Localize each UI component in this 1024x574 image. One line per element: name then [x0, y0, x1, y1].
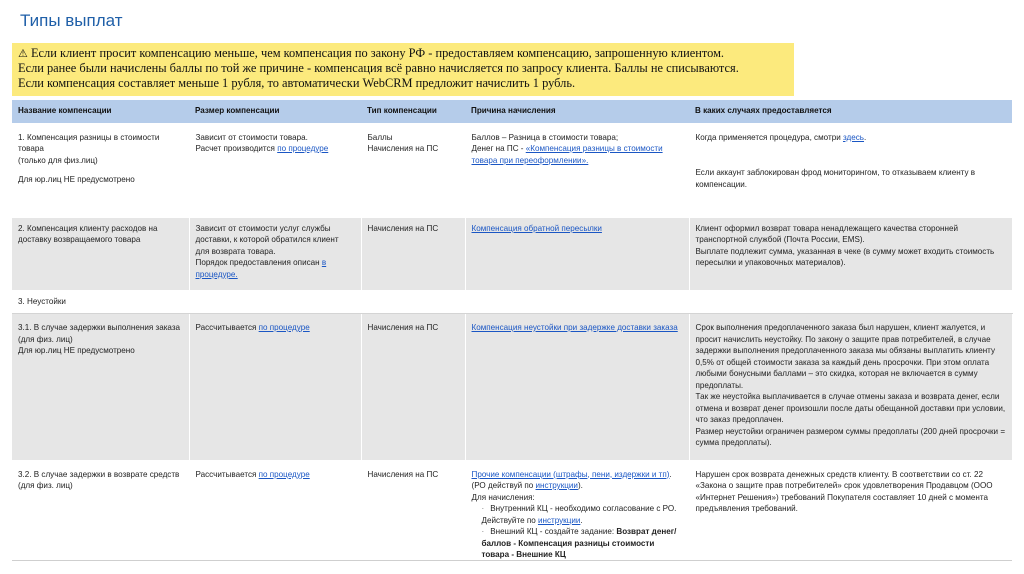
row32-reason-close: ).	[577, 481, 583, 490]
row32-instruction-link-2[interactable]: инструкции	[537, 515, 581, 525]
table-bottom-divider	[12, 560, 1012, 561]
row31-type: Начисления на ПС	[367, 323, 439, 332]
bullet-mark: ·	[481, 504, 485, 513]
row1-cases-fraud: Если аккаунт заблокирован фрод мониторингом, то отказываем клиенту в компенсации.	[695, 168, 976, 189]
row31-procedure-link[interactable]: по процедуре	[258, 323, 310, 332]
note-line-1: Если клиент просит компенсацию меньше, чем компенсация по закону РФ - предоставляем компенсацию, запрошенную клиентом.	[30, 46, 725, 60]
row31-cases-3: Размер неустойки ограничен размером суммы предоплаты (200 дней просрочки = сумма предоплаты).	[695, 426, 1006, 447]
row1-procedure-link[interactable]: по процедуре	[277, 144, 329, 153]
row31-name: 3.1. В случае задержки выполнения заказа (для физ. лиц)	[18, 323, 181, 344]
table-row	[12, 460, 1012, 574]
warning-note	[12, 43, 794, 96]
row1-cases-text: Когда применяется процедура, смотри	[695, 132, 843, 142]
table-row	[12, 123, 1012, 218]
row1-here-link[interactable]: здесь	[842, 132, 865, 142]
table-row	[12, 290, 1012, 314]
row32-reason-external: Внешний КЦ - создайте задание:	[490, 527, 617, 536]
row31-cases-1: Срок выполнения предоплаченного заказа был нарушен, клиент жалуется, и просит начислить неустойку. По закону о защите прав потребителей, в случае задержки выполнения предоплаченного заказа мы обязаны выплатить клиенту 0,5% от общей стоимости заказа за каждый день просрочки. При этом оплата любыми бонусными баллами – это скидка, которая не включается в сумму предоплаты.	[695, 323, 996, 390]
row31-cases-2: Так же неустойка выплачивается в случае отмены заказа и возврата денег, если отмена и возврат денег произошли после даты обещанной доставки при условии, что заказ предоплачен.	[695, 392, 1006, 424]
header-reason: Причина начисления	[465, 100, 689, 123]
row32-other-compensation-link[interactable]: Прочие компенсации (штрафы, пени, издержки и тп)	[471, 469, 670, 479]
row32-name: 3.2. В случае задержки в возврате средств (для физ. лиц)	[18, 469, 180, 490]
row32-reason-internal-dot: .	[580, 515, 583, 525]
row1-name: 1. Компенсация разницы в стоимости товара	[18, 132, 160, 153]
row32-reason-dot: .	[669, 469, 672, 479]
row2-type: Начисления на ПС	[367, 223, 439, 233]
header-type: Тип компенсации	[361, 100, 465, 123]
table-row	[12, 314, 1012, 460]
row2-cases-2: Выплате подлежит сумма, указанная в чеке (в сумму может входить стоимость пересылки и упаковочных материалов).	[695, 246, 995, 267]
row1-reason-points: Баллов – Разница в стоимости товара;	[471, 132, 619, 142]
row1-name-legal: Для юр.лиц НЕ предусмотрено	[18, 175, 135, 184]
header-size: Размер компенсации	[189, 100, 361, 123]
row1-size-text: Расчет производится	[195, 144, 278, 153]
row32-reason-ro: (РО действуй по	[471, 481, 536, 490]
row1-type-ps: Начисления на ПС	[367, 144, 439, 153]
row31-reason-link[interactable]: Компенсация неустойки при задержке доставки заказа	[471, 323, 678, 332]
table-row	[12, 218, 1012, 290]
note-line-2: Если ранее были начислены баллы по той же причине - компенсация всё равно начисляется по запросу клиента. Баллы не списываются.	[18, 61, 739, 75]
note-line-3: Если компенсация составляет меньше 1 рубля, то автоматически WebCRM предложит начислить 1 рубль.	[18, 76, 576, 90]
compensation-table	[12, 100, 1013, 574]
row31-size-text: Рассчитывается	[195, 323, 259, 332]
section-penalties: 3. Неустойки	[18, 296, 66, 306]
row1-reason-link[interactable]: «Компенсация разницы в стоимости товара при переоформлении».	[471, 144, 663, 165]
row32-reason-external-task: Возврат денег/ баллов - Компенсация разницы стоимости товара - Внешние КЦ	[481, 527, 677, 559]
row1-size: Зависит от стоимости товара.	[195, 132, 308, 142]
row1-reason-money: Денег на ПС -	[471, 144, 526, 153]
warning-triangle-icon: ⚠	[18, 47, 28, 60]
row32-size-text: Рассчитывается	[195, 469, 259, 479]
header-cases: В каких случаях предоставляется	[689, 100, 1012, 123]
row32-type: Начисления на ПС	[367, 469, 439, 479]
row31-name-legal: Для юр.лиц НЕ предусмотрено	[18, 346, 135, 355]
page-title: Типы выплат	[20, 11, 123, 30]
row1-cases-dot: .	[864, 132, 867, 142]
row32-cases: Нарушен срок возврата денежных средств клиенту. В соответствии со ст. 22 «Закона о защите прав потребителей» срок удовлетворения Продавцом (ООО «Интернет Решения») требований Покупателя составляет 10 дней с момента предъявления требований.	[695, 469, 993, 513]
bullet-mark: ·	[481, 527, 485, 536]
row2-size-order: Порядок предоставления описан	[195, 258, 322, 267]
table-header	[12, 100, 1012, 123]
row32-reason-for: Для начисления:	[471, 492, 535, 502]
row32-instruction-link[interactable]: инструкции	[535, 481, 578, 490]
row2-reason-link[interactable]: Компенсация обратной пересылки	[471, 223, 602, 233]
header-name: Название компенсации	[12, 100, 189, 123]
row1-type-points: Баллы	[367, 132, 393, 142]
row32-procedure-link[interactable]: по процедуре	[258, 469, 310, 479]
row2-cases-1: Клиент оформил возврат товара ненадлежащего качества сторонней транспортной службой (Почта России, EMS).	[695, 223, 959, 244]
row2-size: Зависит от стоимости услуг службы доставки, к которой обратился клиент для возврата товара.	[195, 223, 339, 256]
row2-name: 2. Компенсация клиенту расходов на доставку возвращаемого товара	[18, 223, 158, 244]
row2-procedure-link[interactable]: в процедуре.	[195, 258, 327, 279]
row1-name-note: (только для физ.лиц)	[18, 155, 98, 165]
row32-reason-internal: Внутренний КЦ - необходимо согласование с РО. Действуйте по	[481, 504, 677, 525]
